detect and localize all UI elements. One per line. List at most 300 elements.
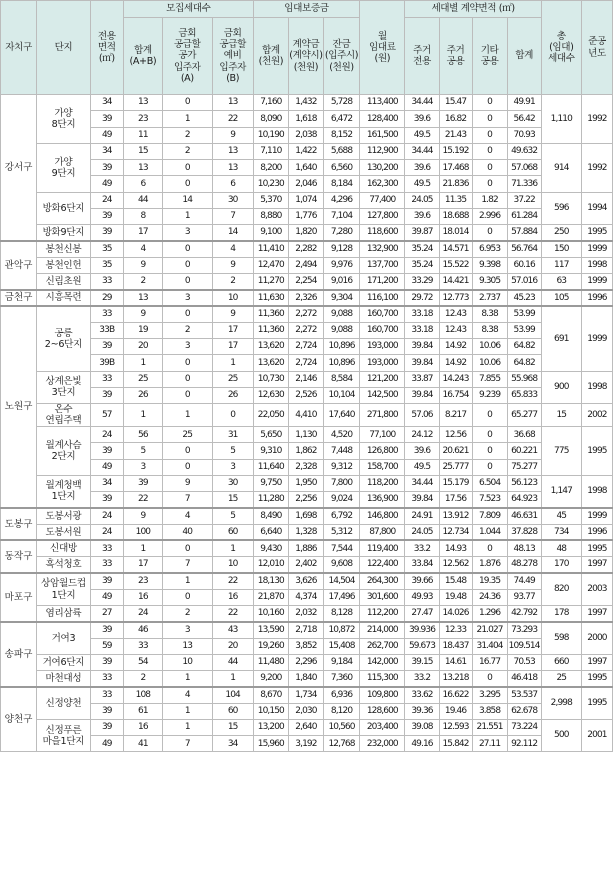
contract-other-cell: 0 bbox=[472, 671, 507, 687]
table-row bbox=[1, 638, 613, 654]
deposit-balance-cell: 15,408 bbox=[323, 638, 359, 654]
complex-cell bbox=[37, 573, 91, 606]
contract-common-cell: 14.92 bbox=[439, 355, 472, 371]
table-row bbox=[1, 143, 613, 159]
recruit-sum-cell: 33 bbox=[123, 638, 162, 654]
contract-exclusive-cell: 34.44 bbox=[405, 143, 439, 159]
recruit-sum-cell: 16 bbox=[123, 589, 162, 605]
deposit-balance-cell: 12,768 bbox=[323, 736, 359, 752]
recruit-sum-cell: 9 bbox=[123, 257, 162, 273]
contract-sum-cell: 56.123 bbox=[507, 475, 541, 491]
recruit-b-cell: 30 bbox=[212, 192, 253, 208]
deposit-contract-cell: 3,852 bbox=[288, 638, 323, 654]
deposit-sum-cell: 18,130 bbox=[253, 573, 288, 589]
total-households-cell: 1,147 bbox=[541, 475, 581, 508]
contract-other-cell: 3.858 bbox=[472, 703, 507, 719]
header-recruit-sum: 합계 (A+B) bbox=[123, 18, 162, 95]
recruit-sum-cell: 22 bbox=[123, 492, 162, 508]
deposit-sum-cell: 21,870 bbox=[253, 589, 288, 605]
recruit-a-cell: 1 bbox=[162, 573, 212, 589]
area-cell: 57 bbox=[90, 404, 123, 427]
deposit-contract-cell: 4,410 bbox=[288, 404, 323, 427]
area-cell: 49 bbox=[90, 736, 123, 752]
deposit-contract-cell: 2,328 bbox=[288, 459, 323, 475]
monthly-rent-cell: 171,200 bbox=[360, 273, 405, 289]
contract-sum-cell: 64.82 bbox=[507, 355, 541, 371]
total-households-cell: 775 bbox=[541, 427, 581, 476]
contract-common-cell: 12.562 bbox=[439, 557, 472, 573]
area-cell: 33 bbox=[90, 306, 123, 322]
header-deposit-group: 임대보증금 bbox=[253, 1, 359, 18]
contract-sum-cell: 70.53 bbox=[507, 654, 541, 670]
deposit-sum-cell: 10,160 bbox=[253, 606, 288, 622]
contract-other-cell: 0 bbox=[472, 540, 507, 556]
contract-exclusive-cell: 39.66 bbox=[405, 573, 439, 589]
recruit-b-cell: 44 bbox=[212, 654, 253, 670]
complex-cell bbox=[37, 719, 91, 752]
area-cell: 39 bbox=[90, 492, 123, 508]
contract-common-cell: 14.026 bbox=[439, 606, 472, 622]
deposit-contract-cell: 2,282 bbox=[288, 241, 323, 257]
recruit-sum-cell: 54 bbox=[123, 654, 162, 670]
area-cell: 39B bbox=[90, 355, 123, 371]
contract-exclusive-cell: 24.91 bbox=[405, 508, 439, 524]
area-cell: 39 bbox=[90, 443, 123, 459]
area-cell: 39 bbox=[90, 160, 123, 176]
area-cell: 24 bbox=[90, 524, 123, 540]
recruit-b-cell: 20 bbox=[212, 638, 253, 654]
deposit-contract-cell: 3,626 bbox=[288, 573, 323, 589]
contract-sum-cell: 46.418 bbox=[507, 671, 541, 687]
contract-exclusive-cell: 49.93 bbox=[405, 589, 439, 605]
recruit-sum-cell: 39 bbox=[123, 475, 162, 491]
contract-exclusive-cell: 29.72 bbox=[405, 290, 439, 306]
recruit-b-cell: 13 bbox=[212, 95, 253, 111]
recruit-sum-cell: 23 bbox=[123, 573, 162, 589]
contract-common-cell: 14.243 bbox=[439, 371, 472, 387]
complex-cell bbox=[37, 540, 91, 556]
completion-year-cell: 1997 bbox=[581, 557, 612, 573]
contract-other-cell: 1.296 bbox=[472, 606, 507, 622]
complex-cell bbox=[37, 404, 91, 427]
recruit-b-cell: 60 bbox=[212, 524, 253, 540]
contract-other-cell: 8.38 bbox=[472, 322, 507, 338]
contract-exclusive-cell: 57.06 bbox=[405, 404, 439, 427]
complex-name-line: 1단지 bbox=[51, 589, 76, 601]
complex-name-line: 월계청백 bbox=[45, 480, 82, 492]
deposit-balance-cell: 7,544 bbox=[323, 540, 359, 556]
contract-exclusive-cell: 33.29 bbox=[405, 273, 439, 289]
deposit-balance-cell: 7,800 bbox=[323, 475, 359, 491]
contract-sum-cell: 70.93 bbox=[507, 127, 541, 143]
recruit-a-cell: 2 bbox=[162, 322, 212, 338]
contract-common-cell: 20.621 bbox=[439, 443, 472, 459]
complex-name-line: 신정푸른 bbox=[45, 724, 82, 736]
area-cell: 49 bbox=[90, 127, 123, 143]
recruit-b-cell: 22 bbox=[212, 573, 253, 589]
recruit-sum-cell: 13 bbox=[123, 290, 162, 306]
table-row bbox=[1, 606, 613, 622]
monthly-rent-cell: 77,400 bbox=[360, 192, 405, 208]
contract-sum-cell: 60.16 bbox=[507, 257, 541, 273]
completion-year-cell: 2003 bbox=[581, 573, 612, 606]
recruit-a-cell: 4 bbox=[162, 508, 212, 524]
table-row bbox=[1, 622, 613, 638]
table-row bbox=[1, 459, 613, 475]
contract-other-cell: 6.504 bbox=[472, 475, 507, 491]
area-cell: 39 bbox=[90, 225, 123, 241]
table-row bbox=[1, 290, 613, 306]
recruit-a-cell: 3 bbox=[162, 290, 212, 306]
recruit-b-cell: 22 bbox=[212, 111, 253, 127]
recruit-b-cell: 9 bbox=[212, 306, 253, 322]
area-cell: 49 bbox=[90, 176, 123, 192]
recruit-a-cell: 10 bbox=[162, 654, 212, 670]
contract-exclusive-cell: 39.84 bbox=[405, 387, 439, 403]
recruit-sum-cell: 11 bbox=[123, 127, 162, 143]
recruit-b-cell: 26 bbox=[212, 387, 253, 403]
deposit-balance-cell: 7,448 bbox=[323, 443, 359, 459]
area-cell: 39 bbox=[90, 703, 123, 719]
completion-year-cell: 1999 bbox=[581, 273, 612, 289]
contract-common-cell: 18.688 bbox=[439, 208, 472, 224]
header-area: 전용 면적 (㎡) bbox=[90, 1, 123, 95]
complex-cell bbox=[37, 290, 91, 306]
recruit-sum-cell: 2 bbox=[123, 273, 162, 289]
area-cell: 34 bbox=[90, 95, 123, 111]
monthly-rent-cell: 116,100 bbox=[360, 290, 405, 306]
deposit-contract-cell: 2,326 bbox=[288, 290, 323, 306]
area-cell: 39 bbox=[90, 338, 123, 354]
recruit-sum-cell: 100 bbox=[123, 524, 162, 540]
deposit-balance-cell: 9,016 bbox=[323, 273, 359, 289]
recruit-b-cell: 14 bbox=[212, 225, 253, 241]
total-households-cell: 105 bbox=[541, 290, 581, 306]
contract-common-cell: 12.734 bbox=[439, 524, 472, 540]
deposit-sum-cell: 6,640 bbox=[253, 524, 288, 540]
area-cell: 24 bbox=[90, 427, 123, 443]
deposit-balance-cell: 8,184 bbox=[323, 176, 359, 192]
contract-sum-cell: 61.284 bbox=[507, 208, 541, 224]
contract-exclusive-cell: 35.24 bbox=[405, 241, 439, 257]
recruit-sum-cell: 25 bbox=[123, 371, 162, 387]
monthly-rent-cell: 126,800 bbox=[360, 443, 405, 459]
contract-sum-cell: 64.82 bbox=[507, 338, 541, 354]
deposit-sum-cell: 19,260 bbox=[253, 638, 288, 654]
recruit-sum-cell: 17 bbox=[123, 557, 162, 573]
area-cell: 24 bbox=[90, 192, 123, 208]
contract-sum-cell: 53.99 bbox=[507, 306, 541, 322]
total-households-cell: 734 bbox=[541, 524, 581, 540]
deposit-sum-cell: 12,470 bbox=[253, 257, 288, 273]
contract-common-cell: 12.33 bbox=[439, 622, 472, 638]
recruit-b-cell: 13 bbox=[212, 160, 253, 176]
deposit-sum-cell: 13,620 bbox=[253, 355, 288, 371]
table-row bbox=[1, 671, 613, 687]
contract-sum-cell: 53.99 bbox=[507, 322, 541, 338]
contract-sum-cell: 65.833 bbox=[507, 387, 541, 403]
recruit-a-cell: 4 bbox=[162, 687, 212, 703]
complex-cell bbox=[37, 427, 91, 476]
contract-other-cell: 0 bbox=[472, 404, 507, 427]
contract-exclusive-cell: 39.87 bbox=[405, 225, 439, 241]
contract-exclusive-cell: 49.5 bbox=[405, 176, 439, 192]
recruit-sum-cell: 26 bbox=[123, 387, 162, 403]
contract-sum-cell: 62.678 bbox=[507, 703, 541, 719]
deposit-balance-cell: 9,976 bbox=[323, 257, 359, 273]
complex-cell bbox=[37, 225, 91, 241]
complex-name-line: 공릉 bbox=[54, 327, 73, 339]
deposit-contract-cell: 2,146 bbox=[288, 371, 323, 387]
deposit-contract-cell: 1,640 bbox=[288, 160, 323, 176]
contract-sum-cell: 57.016 bbox=[507, 273, 541, 289]
complex-cell bbox=[37, 557, 91, 573]
contract-common-cell: 19.48 bbox=[439, 589, 472, 605]
monthly-rent-cell: 113,400 bbox=[360, 95, 405, 111]
contract-other-cell: 1.876 bbox=[472, 557, 507, 573]
header-total-households: 총 (임대) 세대수 bbox=[541, 1, 581, 95]
complex-cell bbox=[37, 371, 91, 404]
completion-year-cell: 1997 bbox=[581, 654, 612, 670]
contract-sum-cell: 57.068 bbox=[507, 160, 541, 176]
deposit-balance-cell: 8,584 bbox=[323, 371, 359, 387]
deposit-balance-cell: 9,184 bbox=[323, 654, 359, 670]
contract-sum-cell: 42.792 bbox=[507, 606, 541, 622]
deposit-sum-cell: 10,230 bbox=[253, 176, 288, 192]
deposit-balance-cell: 7,360 bbox=[323, 671, 359, 687]
contract-sum-cell: 74.49 bbox=[507, 573, 541, 589]
deposit-sum-cell: 8,490 bbox=[253, 508, 288, 524]
area-cell: 39 bbox=[90, 208, 123, 224]
table-row bbox=[1, 111, 613, 127]
contract-common-cell: 15.48 bbox=[439, 573, 472, 589]
complex-cell bbox=[37, 143, 91, 192]
contract-other-cell: 9.305 bbox=[472, 273, 507, 289]
deposit-balance-cell: 4,296 bbox=[323, 192, 359, 208]
contract-sum-cell: 56.42 bbox=[507, 111, 541, 127]
completion-year-cell: 1995 bbox=[581, 225, 612, 241]
table-row bbox=[1, 241, 613, 257]
area-cell: 39 bbox=[90, 622, 123, 638]
completion-year-cell: 1992 bbox=[581, 143, 612, 192]
monthly-rent-cell: 193,000 bbox=[360, 338, 405, 354]
table-row bbox=[1, 371, 613, 387]
recruit-sum-cell: 19 bbox=[123, 322, 162, 338]
deposit-balance-cell: 7,280 bbox=[323, 225, 359, 241]
contract-common-cell: 21.836 bbox=[439, 176, 472, 192]
recruit-sum-cell: 1 bbox=[123, 404, 162, 427]
deposit-contract-cell: 1,130 bbox=[288, 427, 323, 443]
total-households-cell: 820 bbox=[541, 573, 581, 606]
recruit-a-cell: 0 bbox=[162, 306, 212, 322]
contract-sum-cell: 49.632 bbox=[507, 143, 541, 159]
recruit-a-cell: 1 bbox=[162, 719, 212, 735]
contract-other-cell: 31.404 bbox=[472, 638, 507, 654]
completion-year-cell: 1998 bbox=[581, 371, 612, 404]
monthly-rent-cell: 87,800 bbox=[360, 524, 405, 540]
complex-cell bbox=[37, 606, 91, 622]
contract-sum-cell: 60.221 bbox=[507, 443, 541, 459]
complex-cell bbox=[37, 654, 91, 670]
recruit-b-cell: 17 bbox=[212, 322, 253, 338]
table-row bbox=[1, 427, 613, 443]
complex-cell bbox=[37, 622, 91, 655]
deposit-balance-cell: 9,304 bbox=[323, 290, 359, 306]
deposit-balance-cell: 6,560 bbox=[323, 160, 359, 176]
district-cell: 강서구 bbox=[1, 95, 37, 241]
deposit-balance-cell: 17,640 bbox=[323, 404, 359, 427]
deposit-contract-cell: 1,618 bbox=[288, 111, 323, 127]
contract-common-cell: 14.421 bbox=[439, 273, 472, 289]
contract-sum-cell: 56.764 bbox=[507, 241, 541, 257]
deposit-balance-cell: 17,496 bbox=[323, 589, 359, 605]
table-row bbox=[1, 719, 613, 735]
completion-year-cell: 1995 bbox=[581, 540, 612, 556]
area-cell: 39 bbox=[90, 111, 123, 127]
completion-year-cell: 2002 bbox=[581, 404, 612, 427]
contract-common-cell: 17.56 bbox=[439, 492, 472, 508]
recruit-b-cell: 4 bbox=[212, 241, 253, 257]
total-households-cell: 170 bbox=[541, 557, 581, 573]
recruit-b-cell: 17 bbox=[212, 338, 253, 354]
deposit-contract-cell: 2,718 bbox=[288, 622, 323, 638]
contract-exclusive-cell: 33.2 bbox=[405, 540, 439, 556]
recruit-sum-cell: 41 bbox=[123, 736, 162, 752]
contract-other-cell: 0 bbox=[472, 427, 507, 443]
table-row bbox=[1, 208, 613, 224]
recruit-sum-cell: 17 bbox=[123, 225, 162, 241]
deposit-balance-cell: 6,472 bbox=[323, 111, 359, 127]
contract-sum-cell: 64.923 bbox=[507, 492, 541, 508]
area-cell: 27 bbox=[90, 606, 123, 622]
complex-name-line: 2~6단지 bbox=[44, 338, 83, 350]
recruit-b-cell: 6 bbox=[212, 176, 253, 192]
deposit-balance-cell: 14,504 bbox=[323, 573, 359, 589]
deposit-contract-cell: 4,374 bbox=[288, 589, 323, 605]
recruit-a-cell: 14 bbox=[162, 192, 212, 208]
recruit-a-cell: 0 bbox=[162, 589, 212, 605]
contract-sum-cell: 71.336 bbox=[507, 176, 541, 192]
deposit-contract-cell: 1,950 bbox=[288, 475, 323, 491]
deposit-sum-cell: 9,200 bbox=[253, 671, 288, 687]
completion-year-cell: 1992 bbox=[581, 95, 612, 144]
contract-other-cell: 3.295 bbox=[472, 687, 507, 703]
deposit-sum-cell: 9,310 bbox=[253, 443, 288, 459]
recruit-sum-cell: 13 bbox=[123, 160, 162, 176]
deposit-contract-cell: 2,296 bbox=[288, 654, 323, 670]
monthly-rent-cell: 158,700 bbox=[360, 459, 405, 475]
deposit-balance-cell: 5,312 bbox=[323, 524, 359, 540]
recruit-sum-cell: 23 bbox=[123, 111, 162, 127]
header-recruit-b: 금회 공급할 예비 입주자 (B) bbox=[212, 18, 253, 95]
header-recruit-group: 모집세대수 bbox=[123, 1, 253, 18]
district-cell: 마포구 bbox=[1, 573, 37, 622]
table-row bbox=[1, 524, 613, 540]
deposit-balance-cell: 5,728 bbox=[323, 95, 359, 111]
completion-year-cell: 1999 bbox=[581, 306, 612, 371]
table-row bbox=[1, 557, 613, 573]
monthly-rent-cell: 109,800 bbox=[360, 687, 405, 703]
deposit-balance-cell: 4,520 bbox=[323, 427, 359, 443]
monthly-rent-cell: 142,000 bbox=[360, 654, 405, 670]
complex-cell bbox=[37, 241, 91, 257]
header-recruit-a: 금회 공급할 공가 입주자 (A) bbox=[162, 18, 212, 95]
complex-name-line: 방화9단지 bbox=[42, 226, 85, 238]
recruit-a-cell: 0 bbox=[162, 160, 212, 176]
deposit-sum-cell: 11,280 bbox=[253, 492, 288, 508]
recruit-b-cell: 1 bbox=[212, 540, 253, 556]
deposit-balance-cell: 10,104 bbox=[323, 387, 359, 403]
table-row bbox=[1, 508, 613, 524]
total-households-cell: 178 bbox=[541, 606, 581, 622]
recruit-b-cell: 0 bbox=[212, 404, 253, 427]
deposit-sum-cell: 9,430 bbox=[253, 540, 288, 556]
contract-common-cell: 12.43 bbox=[439, 322, 472, 338]
area-cell: 33 bbox=[90, 540, 123, 556]
recruit-sum-cell: 6 bbox=[123, 176, 162, 192]
deposit-balance-cell: 9,024 bbox=[323, 492, 359, 508]
contract-sum-cell: 48.13 bbox=[507, 540, 541, 556]
contract-sum-cell: 48.278 bbox=[507, 557, 541, 573]
district-cell: 송파구 bbox=[1, 622, 37, 687]
recruit-b-cell: 5 bbox=[212, 443, 253, 459]
complex-name-line: 거여3 bbox=[51, 632, 76, 644]
contract-common-cell: 16.754 bbox=[439, 387, 472, 403]
deposit-contract-cell: 1,074 bbox=[288, 192, 323, 208]
recruit-a-cell: 3 bbox=[162, 225, 212, 241]
area-cell: 33 bbox=[90, 371, 123, 387]
deposit-sum-cell: 10,730 bbox=[253, 371, 288, 387]
complex-name-line: 마을1단지 bbox=[42, 735, 85, 747]
deposit-sum-cell: 11,640 bbox=[253, 459, 288, 475]
table-row bbox=[1, 338, 613, 354]
recruit-sum-cell: 16 bbox=[123, 719, 162, 735]
contract-sum-cell: 46.631 bbox=[507, 508, 541, 524]
deposit-sum-cell: 5,650 bbox=[253, 427, 288, 443]
area-cell: 33 bbox=[90, 557, 123, 573]
district-cell: 노원구 bbox=[1, 306, 37, 508]
contract-exclusive-cell: 33.62 bbox=[405, 687, 439, 703]
total-households-cell: 2,998 bbox=[541, 687, 581, 720]
monthly-rent-cell: 146,800 bbox=[360, 508, 405, 524]
area-cell: 33 bbox=[90, 671, 123, 687]
table-row bbox=[1, 127, 613, 143]
complex-name-line: 상계은빛 bbox=[45, 376, 82, 388]
recruit-a-cell: 1 bbox=[162, 404, 212, 427]
contract-other-cell: 0 bbox=[472, 225, 507, 241]
contract-common-cell: 15.179 bbox=[439, 475, 472, 491]
monthly-rent-cell: 193,000 bbox=[360, 355, 405, 371]
complex-name-line: 온수 bbox=[54, 404, 73, 416]
recruit-b-cell: 16 bbox=[212, 589, 253, 605]
contract-common-cell: 11.35 bbox=[439, 192, 472, 208]
contract-other-cell: 0 bbox=[472, 111, 507, 127]
monthly-rent-cell: 232,000 bbox=[360, 736, 405, 752]
recruit-sum-cell: 1 bbox=[123, 540, 162, 556]
contract-exclusive-cell: 39.36 bbox=[405, 703, 439, 719]
complex-name-line: 신정양천 bbox=[45, 697, 82, 709]
complex-cell bbox=[37, 257, 91, 273]
district-cell: 양천구 bbox=[1, 687, 37, 752]
contract-sum-cell: 36.68 bbox=[507, 427, 541, 443]
monthly-rent-cell: 122,400 bbox=[360, 557, 405, 573]
contract-exclusive-cell: 39.6 bbox=[405, 160, 439, 176]
complex-name-line: 신대방 bbox=[49, 543, 77, 555]
contract-sum-cell: 37.22 bbox=[507, 192, 541, 208]
deposit-balance-cell: 6,936 bbox=[323, 687, 359, 703]
deposit-sum-cell: 11,360 bbox=[253, 322, 288, 338]
total-households-cell: 150 bbox=[541, 241, 581, 257]
